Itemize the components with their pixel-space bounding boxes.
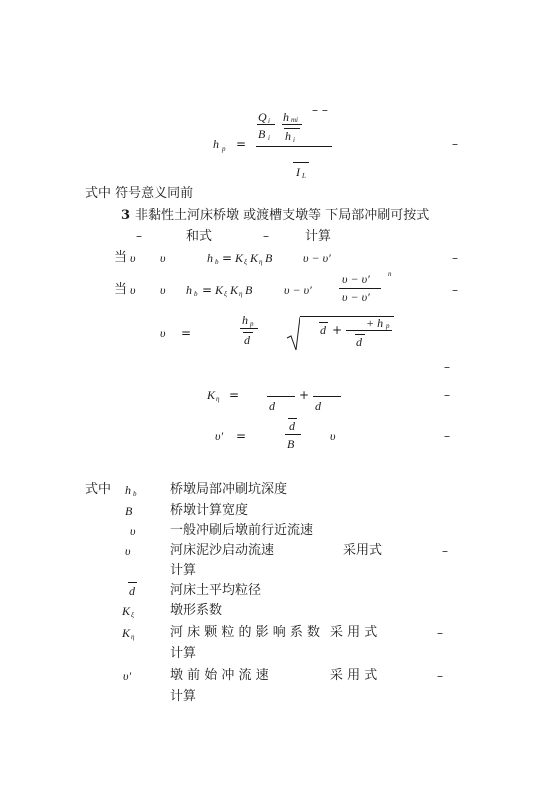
c2-eq: =	[202, 283, 213, 297]
ev-d: d	[244, 333, 250, 347]
ek-d2: d	[315, 399, 321, 413]
c1-B: B	[265, 251, 273, 265]
c2-frac-num: υ − υ′	[342, 272, 370, 286]
c2-paren: υ − υ′	[284, 283, 312, 297]
f1-B: B	[258, 127, 266, 141]
c1-paren: υ − υ′	[303, 251, 331, 265]
evp-eq: =	[236, 429, 247, 443]
f1-B-sub: i	[268, 134, 270, 142]
def-extra: 采用式	[343, 543, 383, 558]
f1-Q-sub: i	[268, 117, 270, 125]
f1-IL-overbar	[293, 162, 309, 163]
def-extra: 采 用 式	[330, 625, 378, 640]
def-text: 墩 前 始 冲 流 速	[170, 668, 269, 683]
f1-frac-hm-line	[282, 124, 302, 125]
def-dash: –	[437, 626, 443, 640]
def-text: 桥墩局部冲刷坑深度	[170, 482, 288, 497]
evp-d: d	[289, 419, 295, 433]
section-3-and: 和式	[186, 229, 213, 244]
defs-lead: 式中	[85, 482, 112, 497]
ev-rad-frac-line	[346, 330, 392, 331]
def-symbol: K	[122, 604, 131, 618]
def-cont: 计算	[170, 563, 197, 578]
f1-eq: =	[236, 137, 247, 151]
ev-rad-d: d	[320, 323, 326, 337]
f1-hi: h	[285, 129, 291, 143]
c2-K1-sub: ξ	[224, 290, 227, 298]
ek-K-sub: η	[216, 395, 220, 403]
f1-hi-sub: i	[293, 136, 295, 144]
c1-hb-sub: b	[215, 258, 219, 266]
evp-frac-line	[285, 434, 301, 435]
section-3-calc: 计算	[305, 229, 332, 244]
c1-v2: υ	[160, 251, 166, 265]
def-symbol: K	[122, 626, 131, 640]
c1-K2: K	[250, 251, 259, 265]
c1-eq: =	[222, 251, 233, 265]
c2-v2: υ	[160, 283, 166, 297]
section-3-text: 非黏性土河床桥墩 或渡槽支墩等 下局部冲刷可按式	[135, 208, 430, 223]
c2-v1: υ	[130, 283, 136, 297]
c2-exp: n	[388, 270, 392, 278]
ek-frac2-line	[313, 396, 341, 397]
section-3-dash-1: –	[136, 229, 142, 243]
def-symbol: d	[129, 584, 135, 598]
f1-hm-sub: mi	[291, 116, 298, 124]
f1-dashes: – –	[312, 103, 328, 117]
def-extra: 采 用 式	[330, 668, 378, 683]
c2-B: B	[245, 283, 253, 297]
def-dash: –	[437, 669, 443, 683]
radical-sign-icon	[286, 316, 300, 352]
evp-eqno: –	[444, 429, 450, 443]
f1-lhs-sub: p	[222, 145, 226, 153]
def-cont: 计算	[170, 646, 197, 661]
def-text: 河 床 颗 粒 的 影 响 系 数	[170, 625, 321, 640]
c1-when: 当	[114, 250, 128, 265]
def-symbol-sub: b	[133, 490, 137, 498]
c1-K1: K	[235, 251, 244, 265]
section-3-dash-2: –	[263, 229, 269, 243]
ek-K: K	[207, 388, 216, 402]
ev-frac-line	[240, 328, 258, 329]
def-symbol-sub: η	[131, 633, 135, 641]
def-symbol: h	[125, 483, 131, 497]
f1-eqno: –	[452, 137, 458, 151]
def-symbol-sub: ξ	[131, 611, 134, 619]
ev-eq: =	[181, 326, 192, 340]
ek-eqno: –	[444, 388, 450, 402]
ek-frac1-line	[267, 396, 295, 397]
def-symbol: B	[125, 504, 133, 518]
evp-B: B	[287, 437, 295, 451]
c1-K1-sub: ξ	[244, 258, 247, 266]
ev-eqno: –	[444, 360, 450, 374]
ev-plus-hp-sub: p	[386, 322, 390, 330]
f1-hm: h	[283, 110, 289, 124]
ev-rad-den: d	[356, 335, 362, 349]
def-symbol: υ′	[123, 669, 132, 683]
evp-v2: υ	[330, 429, 336, 443]
def-symbol: υ	[130, 524, 136, 538]
def-text: 河床泥沙启动流速	[170, 543, 275, 558]
def-text: 一般冲刷后墩前行近流速	[170, 523, 314, 538]
def-text: 桥墩计算宽度	[170, 503, 249, 518]
def-text: 墩形系数	[170, 603, 223, 618]
c2-frac-den: υ − υ′	[342, 290, 370, 304]
f1-frac-QB-line	[257, 124, 275, 125]
f1-IL: I	[296, 165, 300, 179]
def-text: 河床土平均粒径	[170, 583, 262, 598]
c2-when: 当	[114, 282, 128, 297]
c2-frac-line	[339, 288, 381, 289]
c2-hb-sub: b	[194, 290, 198, 298]
def-symbol: υ	[125, 544, 131, 558]
c2-K2: K	[230, 283, 239, 297]
ev-v: υ	[160, 326, 166, 340]
c1-v1: υ	[130, 251, 136, 265]
section-3-number: 3	[121, 208, 131, 223]
c2-K1: K	[215, 283, 224, 297]
ev-plus-hp: + h	[366, 316, 384, 330]
c2-K2-sub: η	[239, 290, 243, 298]
evp-v: υ′	[215, 429, 224, 443]
ev-plus: +	[332, 323, 343, 337]
def-d-overbar	[128, 582, 137, 583]
c1-hb: h	[207, 251, 213, 265]
f1-lhs: h	[213, 137, 219, 151]
f1-main-fraction-line	[256, 146, 332, 147]
ek-d1: d	[269, 399, 275, 413]
ev-hp-sub: p	[250, 320, 254, 328]
def-cont: 计算	[170, 689, 197, 704]
def-dash: –	[442, 544, 448, 558]
c1-eqno: –	[452, 251, 458, 265]
c2-eqno: –	[452, 283, 458, 297]
ek-plus: +	[299, 388, 310, 402]
c1-K2-sub: η	[259, 258, 263, 266]
ev-hp: h	[242, 313, 248, 327]
f1-Q: Q	[258, 110, 267, 124]
c2-hb: h	[186, 283, 192, 297]
f1-IL-sub: L	[302, 172, 306, 180]
where-same-line: 式中 符号意义同前	[85, 186, 194, 201]
ek-eq: =	[229, 388, 240, 402]
